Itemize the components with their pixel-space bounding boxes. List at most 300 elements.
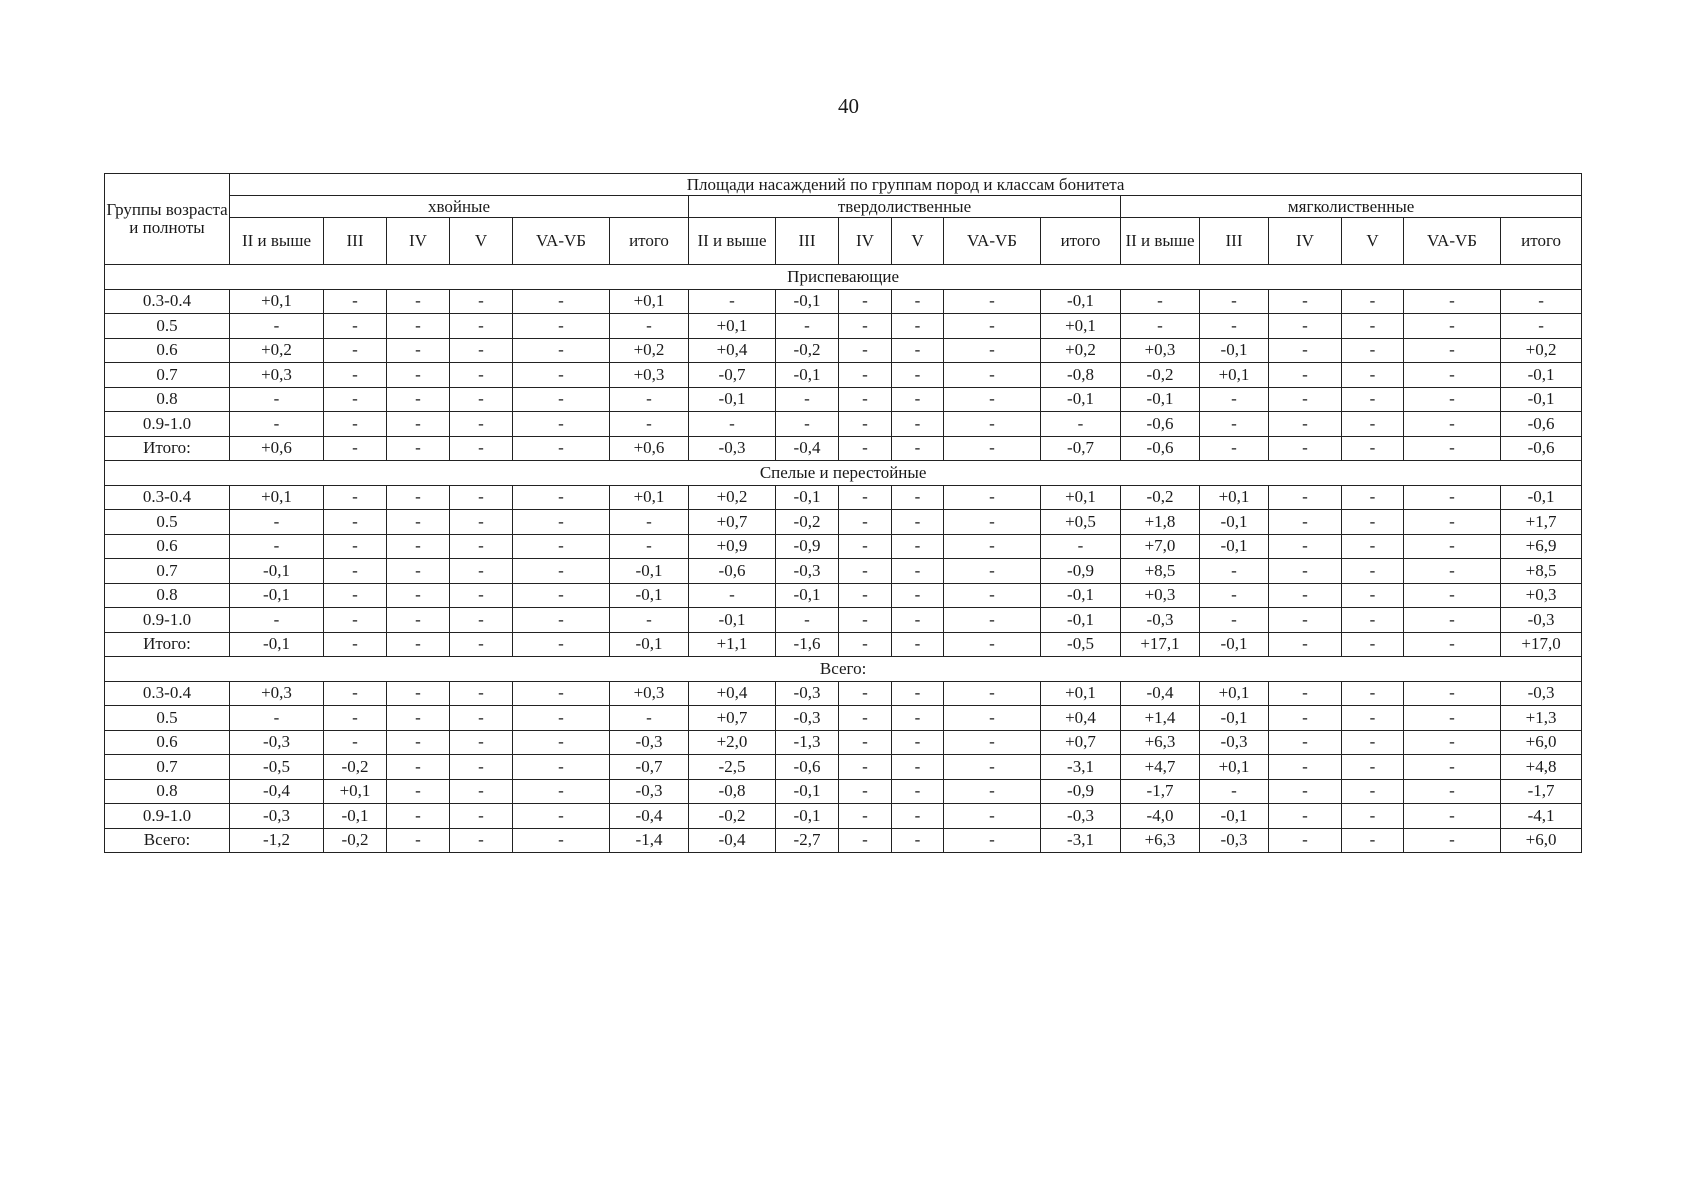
- table-cell: -0,1: [1200, 534, 1269, 559]
- table-cell: -: [1269, 314, 1342, 339]
- table-cell: -: [1269, 510, 1342, 535]
- table-cell: -: [944, 338, 1041, 363]
- table-cell: -0,1: [776, 779, 839, 804]
- table-cell: -0,1: [1501, 387, 1582, 412]
- table-cell: -: [1342, 436, 1404, 461]
- table-cell: -: [1200, 559, 1269, 584]
- table-cell: -: [450, 485, 513, 510]
- table-cell: -0,3: [1200, 730, 1269, 755]
- column-header: IV: [1269, 218, 1342, 265]
- table-cell: -: [324, 338, 387, 363]
- table-cell: -: [513, 412, 610, 437]
- table-cell: -: [892, 387, 944, 412]
- table-cell: -: [1269, 779, 1342, 804]
- table-row: [105, 632, 1582, 657]
- table-cell: -0,8: [689, 779, 776, 804]
- table-cell: -: [1404, 412, 1501, 437]
- table-cell: +0,2: [1501, 338, 1582, 363]
- table-cell: -: [1342, 510, 1404, 535]
- table-cell: -: [892, 804, 944, 829]
- table-cell: -: [387, 755, 450, 780]
- table-cell: -: [324, 681, 387, 706]
- table-cell: +0,1: [1200, 485, 1269, 510]
- table-cell: +0,1: [610, 289, 689, 314]
- table-cell: -0,2: [1121, 485, 1200, 510]
- row-label: 0.7: [105, 363, 230, 388]
- row-label: 0.6: [105, 730, 230, 755]
- table-cell: -: [1269, 755, 1342, 780]
- table-row: [105, 436, 1582, 461]
- table-cell: -: [324, 632, 387, 657]
- table-cell: -: [387, 632, 450, 657]
- table-cell: -0,3: [230, 730, 324, 755]
- table-cell: -: [892, 608, 944, 633]
- table-cell: -: [892, 436, 944, 461]
- table-cell: -: [1342, 608, 1404, 633]
- column-header: III: [324, 218, 387, 265]
- table-cell: -: [839, 706, 892, 731]
- table-cell: -: [387, 779, 450, 804]
- table-cell: -: [1404, 289, 1501, 314]
- table-cell: -: [892, 338, 944, 363]
- table-cell: -0,3: [1501, 608, 1582, 633]
- table-cell: -: [450, 534, 513, 559]
- table-row: [105, 387, 1582, 412]
- table-cell: +6,0: [1501, 730, 1582, 755]
- table-cell: -: [944, 485, 1041, 510]
- table-cell: +0,1: [230, 485, 324, 510]
- table-cell: -: [513, 289, 610, 314]
- table-cell: -: [610, 314, 689, 339]
- table-cell: -0,3: [1121, 608, 1200, 633]
- table-cell: -: [776, 314, 839, 339]
- table-cell: +6,9: [1501, 534, 1582, 559]
- table-cell: +0,2: [230, 338, 324, 363]
- table-cell: +0,5: [1041, 510, 1121, 535]
- table-cell: -: [944, 583, 1041, 608]
- table-cell: -: [776, 412, 839, 437]
- table-cell: -: [1342, 706, 1404, 731]
- table-cell: -0,4: [1121, 681, 1200, 706]
- table-cell: -: [944, 534, 1041, 559]
- table-cell: -: [387, 314, 450, 339]
- table-cell: -: [839, 363, 892, 388]
- table-cell: -: [513, 559, 610, 584]
- table-cell: -: [387, 730, 450, 755]
- table-cell: -: [450, 681, 513, 706]
- table-cell: -: [324, 730, 387, 755]
- table-cell: -: [1342, 559, 1404, 584]
- table-cell: -0,9: [776, 534, 839, 559]
- table-cell: -: [387, 681, 450, 706]
- table-cell: -0,2: [689, 804, 776, 829]
- table-cell: -: [610, 534, 689, 559]
- table-cell: -0,3: [776, 559, 839, 584]
- table-cell: -1,3: [776, 730, 839, 755]
- column-header: итого: [1501, 218, 1582, 265]
- table-cell: -0,2: [324, 755, 387, 780]
- table-cell: -: [839, 387, 892, 412]
- table-cell: -: [513, 510, 610, 535]
- table-cell: -: [1342, 828, 1404, 853]
- table-cell: -0,3: [610, 779, 689, 804]
- table-cell: -: [1342, 755, 1404, 780]
- table-cell: -: [1269, 436, 1342, 461]
- table-cell: -: [324, 436, 387, 461]
- table-cell: -4,1: [1501, 804, 1582, 829]
- row-label: Итого:: [105, 632, 230, 657]
- row-label: 0.3-0.4: [105, 289, 230, 314]
- table-cell: -0,6: [776, 755, 839, 780]
- row-label: 0.8: [105, 779, 230, 804]
- table-cell: -0,1: [689, 387, 776, 412]
- table-row: [105, 363, 1582, 388]
- table-row: [105, 559, 1582, 584]
- table-cell: -: [944, 363, 1041, 388]
- table-cell: -: [450, 755, 513, 780]
- table-cell: -0,1: [1200, 632, 1269, 657]
- table-cell: -: [1041, 412, 1121, 437]
- table-cell: -: [610, 706, 689, 731]
- table-cell: -: [1269, 583, 1342, 608]
- table-cell: -: [387, 706, 450, 731]
- table-cell: -0,1: [610, 632, 689, 657]
- table-cell: +0,1: [324, 779, 387, 804]
- table-cell: -: [450, 387, 513, 412]
- table-cell: -: [1342, 632, 1404, 657]
- table-cell: +4,7: [1121, 755, 1200, 780]
- table-cell: -: [944, 608, 1041, 633]
- table-cell: -0,1: [610, 559, 689, 584]
- table-cell: -: [324, 559, 387, 584]
- table-cell: -: [1269, 828, 1342, 853]
- table-cell: -: [513, 338, 610, 363]
- table-cell: -: [1269, 485, 1342, 510]
- table-cell: -: [450, 436, 513, 461]
- column-header: VA-VБ: [944, 218, 1041, 265]
- table-cell: +17,1: [1121, 632, 1200, 657]
- table-cell: -: [892, 828, 944, 853]
- table-cell: -: [387, 363, 450, 388]
- column-header: II и выше: [230, 218, 324, 265]
- table-cell: -: [944, 730, 1041, 755]
- column-header: IV: [387, 218, 450, 265]
- table-cell: -: [892, 559, 944, 584]
- table-cell: -1,4: [610, 828, 689, 853]
- table-cell: -: [1200, 583, 1269, 608]
- table-cell: +0,3: [1121, 583, 1200, 608]
- table-cell: -: [1404, 755, 1501, 780]
- table-cell: -: [1200, 779, 1269, 804]
- table-cell: -: [839, 559, 892, 584]
- table-cell: -: [1404, 804, 1501, 829]
- table-cell: -: [513, 583, 610, 608]
- forest-area-table: [104, 173, 1582, 853]
- table-cell: -: [387, 534, 450, 559]
- table-cell: -: [1200, 608, 1269, 633]
- table-cell: -: [610, 608, 689, 633]
- table-cell: +8,5: [1501, 559, 1582, 584]
- table-cell: -: [1342, 804, 1404, 829]
- table-cell: -0,1: [776, 583, 839, 608]
- table-cell: -0,6: [689, 559, 776, 584]
- table-cell: -: [387, 559, 450, 584]
- table-cell: +0,2: [689, 485, 776, 510]
- table-cell: -0,1: [1041, 608, 1121, 633]
- table-cell: -0,7: [610, 755, 689, 780]
- table-cell: +0,1: [689, 314, 776, 339]
- table-cell: -: [324, 583, 387, 608]
- section-header: Всего:: [105, 657, 1582, 682]
- row-label: 0.3-0.4: [105, 681, 230, 706]
- table-cell: -2,5: [689, 755, 776, 780]
- table-cell: +0,3: [610, 363, 689, 388]
- table-cell: -0,8: [1041, 363, 1121, 388]
- table-cell: -0,3: [776, 706, 839, 731]
- table-cell: -: [513, 485, 610, 510]
- table-cell: -: [324, 289, 387, 314]
- table-cell: -: [892, 730, 944, 755]
- row-label: 0.9-1.0: [105, 412, 230, 437]
- table-cell: -: [1269, 730, 1342, 755]
- table-cell: -0,2: [776, 510, 839, 535]
- table-cell: +0,1: [1200, 363, 1269, 388]
- table-cell: -: [1121, 289, 1200, 314]
- table-cell: -0,1: [1200, 804, 1269, 829]
- table-row: [105, 314, 1582, 339]
- table-cell: -: [839, 681, 892, 706]
- table-cell: -: [324, 608, 387, 633]
- table-cell: -: [450, 804, 513, 829]
- table-cell: +1,8: [1121, 510, 1200, 535]
- table-cell: -: [450, 779, 513, 804]
- table-cell: -: [513, 436, 610, 461]
- table-cell: -: [387, 583, 450, 608]
- table-cell: +0,1: [230, 289, 324, 314]
- table-cell: -0,3: [230, 804, 324, 829]
- table-cell: -0,6: [1121, 412, 1200, 437]
- table-cell: -0,7: [689, 363, 776, 388]
- column-header: VA-VБ: [513, 218, 610, 265]
- table-cell: -0,2: [324, 828, 387, 853]
- table-cell: -: [839, 730, 892, 755]
- table-cell: -: [1342, 412, 1404, 437]
- table-cell: -: [513, 387, 610, 412]
- table-cell: -: [1342, 681, 1404, 706]
- table-cell: -: [450, 730, 513, 755]
- table-cell: -: [1342, 534, 1404, 559]
- section-header: Приспевающие: [105, 265, 1582, 290]
- table-cell: -: [513, 804, 610, 829]
- table-cell: -: [1342, 583, 1404, 608]
- table-cell: -: [1404, 436, 1501, 461]
- table-cell: -3,1: [1041, 755, 1121, 780]
- table-cell: -: [324, 534, 387, 559]
- table-cell: -: [387, 289, 450, 314]
- table-cell: -: [450, 559, 513, 584]
- table-cell: +0,4: [1041, 706, 1121, 731]
- table-cell: -: [450, 828, 513, 853]
- table-cell: -: [387, 804, 450, 829]
- row-label: 0.6: [105, 338, 230, 363]
- table-cell: -0,4: [230, 779, 324, 804]
- table-cell: -0,5: [1041, 632, 1121, 657]
- table-cell: +0,6: [610, 436, 689, 461]
- table-cell: -: [839, 583, 892, 608]
- table-cell: -0,1: [1200, 338, 1269, 363]
- table-cell: +0,3: [1121, 338, 1200, 363]
- table-cell: -: [1342, 338, 1404, 363]
- table-cell: -0,3: [1041, 804, 1121, 829]
- table-cell: -0,3: [1200, 828, 1269, 853]
- table-cell: -: [230, 387, 324, 412]
- table-row: [105, 706, 1582, 731]
- table-cell: -: [513, 534, 610, 559]
- table-row: [105, 510, 1582, 535]
- table-cell: -: [892, 779, 944, 804]
- table-cell: +0,3: [230, 681, 324, 706]
- table-cell: -: [450, 608, 513, 633]
- table-cell: -: [1269, 681, 1342, 706]
- column-header: III: [1200, 218, 1269, 265]
- table-cell: -0,5: [230, 755, 324, 780]
- column-header: II и выше: [1121, 218, 1200, 265]
- table-cell: -: [1404, 387, 1501, 412]
- table-row: [105, 289, 1582, 314]
- table-cell: -0,3: [1501, 681, 1582, 706]
- table-cell: +7,0: [1121, 534, 1200, 559]
- row-label: Итого:: [105, 436, 230, 461]
- table-cell: -: [324, 387, 387, 412]
- table-cell: +1,1: [689, 632, 776, 657]
- table-cell: -: [944, 387, 1041, 412]
- table-cell: +0,1: [1041, 681, 1121, 706]
- table-cell: +0,4: [689, 681, 776, 706]
- table-cell: -: [1269, 534, 1342, 559]
- table-cell: +0,3: [1501, 583, 1582, 608]
- table-cell: -: [944, 755, 1041, 780]
- table-cell: -: [230, 534, 324, 559]
- table-cell: -: [892, 632, 944, 657]
- table-cell: -0,3: [610, 730, 689, 755]
- table-cell: -: [1041, 534, 1121, 559]
- table-cell: -0,1: [1041, 289, 1121, 314]
- table-cell: -: [450, 363, 513, 388]
- table-cell: -: [450, 706, 513, 731]
- table-row: [105, 681, 1582, 706]
- table-cell: -: [892, 289, 944, 314]
- table-title: Площади насаждений по группам пород и классам бонитета: [230, 174, 1582, 196]
- table-cell: +0,2: [1041, 338, 1121, 363]
- table-cell: +1,4: [1121, 706, 1200, 731]
- table-cell: +0,1: [610, 485, 689, 510]
- column-header: II и выше: [689, 218, 776, 265]
- table-row: [105, 779, 1582, 804]
- table-cell: -: [839, 289, 892, 314]
- table-cell: -: [1269, 804, 1342, 829]
- table-cell: -: [1404, 583, 1501, 608]
- table-cell: -: [324, 363, 387, 388]
- column-header: V: [1342, 218, 1404, 265]
- table-cell: -: [892, 706, 944, 731]
- table-cell: +0,9: [689, 534, 776, 559]
- table-cell: -0,1: [230, 632, 324, 657]
- table-cell: -0,3: [776, 681, 839, 706]
- table-cell: -0,1: [1121, 387, 1200, 412]
- table-cell: -: [1404, 632, 1501, 657]
- table-cell: -0,1: [776, 804, 839, 829]
- table-cell: -0,1: [1200, 510, 1269, 535]
- table-cell: -0,1: [1200, 706, 1269, 731]
- table-cell: -: [892, 314, 944, 339]
- table-cell: -: [1404, 363, 1501, 388]
- table-cell: -0,1: [776, 289, 839, 314]
- row-label: 0.7: [105, 559, 230, 584]
- table-cell: -: [892, 534, 944, 559]
- table-row: [105, 755, 1582, 780]
- table-cell: -: [944, 436, 1041, 461]
- table-cell: -: [689, 289, 776, 314]
- table-cell: -: [387, 828, 450, 853]
- table-cell: -: [892, 412, 944, 437]
- table-cell: -: [610, 387, 689, 412]
- table-cell: -: [892, 363, 944, 388]
- table-cell: -: [450, 338, 513, 363]
- table-cell: -: [689, 583, 776, 608]
- table-cell: -: [839, 485, 892, 510]
- table-cell: +0,1: [1041, 314, 1121, 339]
- table-row: [105, 338, 1582, 363]
- table-cell: -: [1501, 289, 1582, 314]
- column-header: V: [450, 218, 513, 265]
- table-cell: -: [230, 608, 324, 633]
- group-header: мягколиственные: [1121, 196, 1582, 218]
- table-cell: -0,1: [324, 804, 387, 829]
- table-cell: -4,0: [1121, 804, 1200, 829]
- table-cell: +0,6: [230, 436, 324, 461]
- table-cell: -: [230, 412, 324, 437]
- table-cell: -0,6: [1501, 412, 1582, 437]
- column-header: III: [776, 218, 839, 265]
- table-row: [105, 608, 1582, 633]
- table-cell: -: [513, 779, 610, 804]
- table-cell: -: [1404, 559, 1501, 584]
- table-cell: -: [1404, 681, 1501, 706]
- table-cell: -: [1269, 387, 1342, 412]
- table-cell: -: [387, 510, 450, 535]
- table-cell: -: [892, 485, 944, 510]
- table-cell: -: [387, 608, 450, 633]
- table-cell: +0,1: [1200, 755, 1269, 780]
- table-cell: -: [839, 779, 892, 804]
- table-cell: -0,1: [610, 583, 689, 608]
- table-cell: -: [230, 706, 324, 731]
- table-cell: -: [324, 485, 387, 510]
- table-cell: -: [839, 436, 892, 461]
- table-cell: -: [1404, 314, 1501, 339]
- table-cell: -: [1200, 314, 1269, 339]
- table-cell: -1,7: [1121, 779, 1200, 804]
- table-cell: -: [1342, 289, 1404, 314]
- table-cell: -0,9: [1041, 779, 1121, 804]
- row-label: 0.5: [105, 510, 230, 535]
- row-label: 0.7: [105, 755, 230, 780]
- table-cell: -: [324, 706, 387, 731]
- column-header: итого: [610, 218, 689, 265]
- table-cell: -0,6: [1501, 436, 1582, 461]
- row-label: 0.9-1.0: [105, 804, 230, 829]
- table-cell: -: [387, 387, 450, 412]
